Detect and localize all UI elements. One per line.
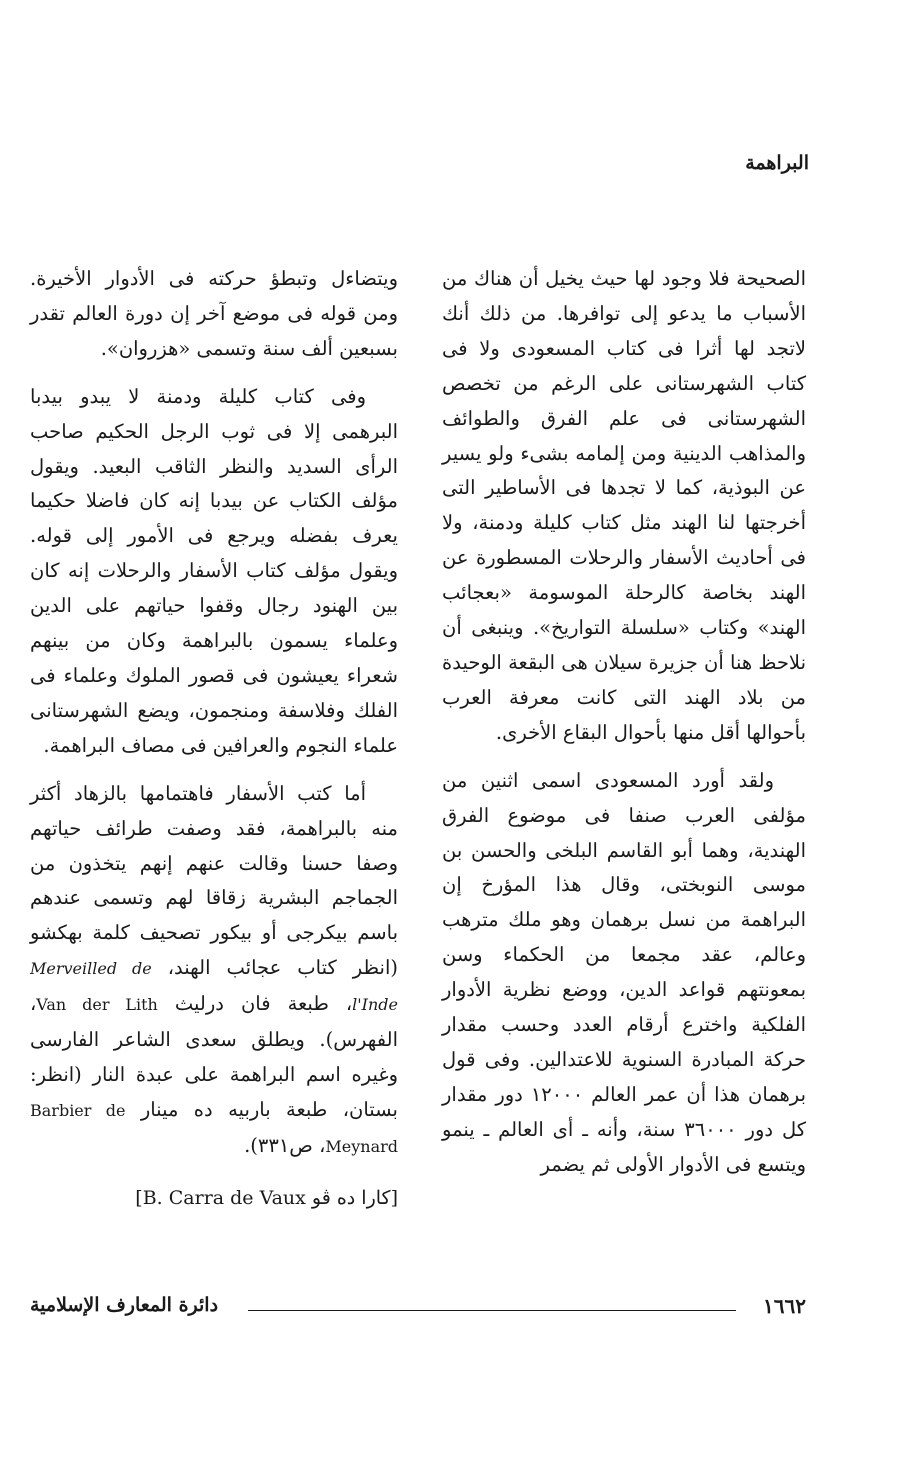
latin-citation: Van der Lith: [36, 995, 158, 1015]
text-run: ، الفهرس). ويطلق سعدى الشاعر الفارسى وغيره اسم البراهمة على عبدة النار (انظر: بستان، طبعة باربيه ده مينار: [30, 992, 398, 1121]
paragraph: ويتضاءل وتبطؤ حركته فى الأدوار الأخيرة. ومن قوله فى موضع آخر إن دورة العالم تقدر بسبعين ألف سنة وتسمى «هزروان».: [30, 267, 398, 360]
right-column: [442, 262, 806, 1183]
page-number: ١٦٦٢: [763, 1294, 806, 1318]
author-signature: [كارا ده ڤو B. Carra de Vaux]: [135, 1186, 398, 1209]
text-run: ، ص٣٣١).: [244, 1133, 326, 1157]
footer-rule: [248, 1310, 736, 1311]
paragraph: ولقد أورد المسعودى اسمى اثنين من مؤلفى العرب صنفا فى موضوع الفرق الهندية، وهما أبو القاسم البلخى والحسن بن موسى النوبختى، وقال هذا المؤرخ إن البراهمة من نسل برهمان وهو ملك مترهب وعالم، عقد مجمعا من الحكماء وسن بمعونتهم قواعد الدين، ووضع نظرية الأدوار الفلكية واخترع أرقام العدد وحسب مقدار حركة المبادرة السنوية للاعتدالين. وفى قول برهمان هذا أن عمر العالم ١٢٠٠٠ دور مقدار كل دور ٣٦٠٠٠ سنة، وأنه ـ أى العالم ـ ينمو ويتسع فى الأدوار الأولى ثم يضمر: [442, 768, 806, 1176]
left-column: [30, 262, 398, 1216]
latin-citation: Barbier de Meynard: [30, 1100, 398, 1156]
text-run: أما كتب الأسفار فاهتمامها بالزهاد أكثر منه بالبراهمة، فقد وصفت طرائف حياتهم وصفا حسنا وقالت عنهم إنهم يتخذون من الجماجم البشرية زقاقا لهم وتسمى عندهم باسم بيكرجى أو بيكور تصحيف كلمة بهكشو (انظر كتاب عجائب الهند،: [30, 781, 398, 980]
paragraph: وفى كتاب كليلة ودمنة لا يبدو بيدبا البرهمى إلا فى ثوب الرجل الحكيم صاحب الرأى السديد والنظر الثاقب البعيد. ويقول مؤلف الكتاب عن بيدبا إنه كان فاضلا حكيما يعرف بفضله ويرجع فى الأمور إلى قوله. ويقول مؤلف كتاب الأسفار والرحلات إنه كان بين الهنود رجال وقفوا حياتهم على الدين وعلماء يسمون بالبراهمة وكان من بينهم شعراء يعيشون فى قصور الملوك وعلماء فى الفلك وفلاسفة ومنجمون، ويضع الشهرستانى علماء النجوم والعرافين فى مصاف البراهمة.: [30, 384, 398, 757]
latin-citation: Merveilled de l'Inde: [30, 959, 399, 1015]
page-footer: [30, 1294, 806, 1324]
paragraph: الصحيحة فلا وجود لها حيث يخيل أن هناك من الأسباب ما يدعو إلى توافرها. من ذلك أنك لاتجد لها أثرا فى كتاب المسعودى ولا فى كتاب الشهرستانى على الرغم من تخصص الشهرستانى فى علم الفرق والطوائف والمذاهب الدينية ومن إلمامه بشىء ولو يسير عن البوذية، كما لا تجدها فى الأساطير التى أخرجتها لنا الهند مثل كتاب كليلة ودمنة، ولا فى أحاديث الأسفار والرحلات المسطورة عن الهند بخاصة كالرحلة الموسومة «بعجائب الهند» وكتاب «سلسلة التواريخ». وينبغى أن نلاحظ هنا أن جزيرة سيلان هى البقعة الوحيدة من بلاد الهند التى كانت معرفة العرب بأحوالها أقل منها بأحوال البقاع الأخرى.: [442, 267, 806, 744]
running-title: البراهمة: [745, 152, 809, 174]
book-title: دائرة المعارف الإسلامية: [30, 1294, 219, 1316]
text-run: ، طبعة فان درليث: [174, 992, 353, 1016]
paragraph: [30, 777, 398, 1165]
